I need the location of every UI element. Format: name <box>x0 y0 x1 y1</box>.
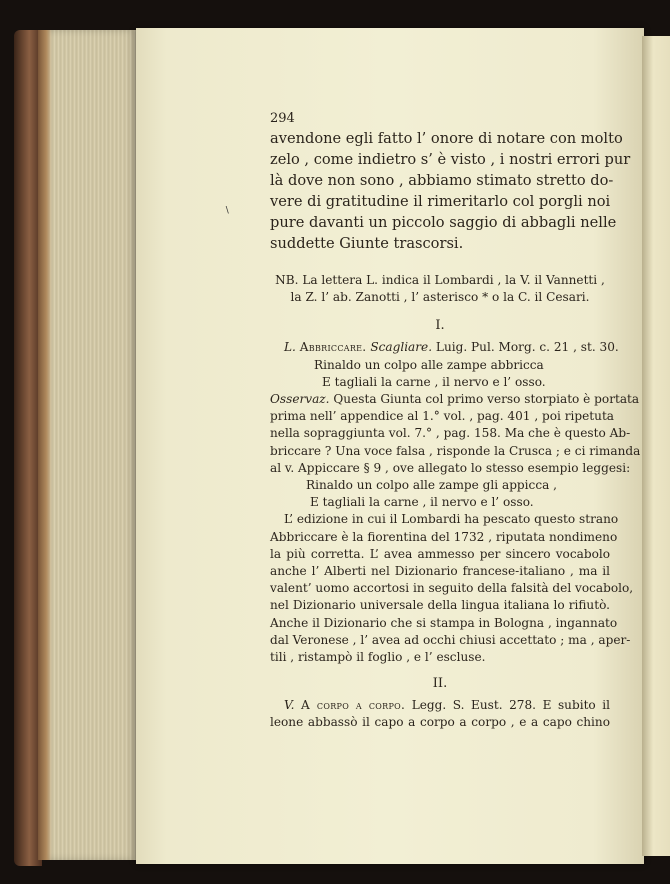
paragraph-line: nel Dizionario universale della lingua italiana lo rifiutò. <box>270 598 610 613</box>
verse-line: E tagliali la carne , il nervo e l’ osso. <box>322 374 546 389</box>
paragraph-line: Anche il Dizionario che si stampa in Bologna , ingannato <box>270 615 618 630</box>
entry-letter: V. <box>284 698 295 713</box>
observation-line: prima nell’ appendice al 1.° vol. , pag. 401 , poi ripetuta <box>270 409 615 424</box>
observation-label: Osservaz. <box>270 392 330 407</box>
paragraph-line: anche l’ Alberti nel Dizionario francese-italiano , ma il <box>270 564 610 579</box>
section-1-entry <box>270 339 641 666</box>
facing-page-edge <box>642 36 670 856</box>
nb-note <box>270 272 610 306</box>
text-line: là dove non sono , abbiamo stimato stretto do- <box>270 172 614 189</box>
paragraph-line: tili , ristampò il foglio , e l’ escluse. <box>270 650 486 665</box>
entry-line <box>270 339 619 356</box>
text-line: zelo , come indietro s’ è visto , i nostri errori pur <box>270 151 631 168</box>
paragraph-line: dal Veronese , l’ avea ad occhi chiusi accettato ; ma , aper- <box>270 632 631 647</box>
page-number: 294 <box>270 111 295 126</box>
paragraph-line: L’ edizione in cui il Lombardi ha pescato questo strano <box>284 512 619 527</box>
observation-line: al v. Appiccare § 9 , ove allegato lo stesso esempio leggesi: <box>270 460 631 475</box>
citation: Luig. Pul. Morg. c. 21 , st. 30. <box>435 340 619 355</box>
headword: A corpo a corpo. <box>301 698 406 713</box>
text-line: pure davanti un piccolo saggio di abbagli nelle <box>270 214 617 231</box>
section-2-entry <box>270 697 610 731</box>
page-edges <box>38 30 138 860</box>
nb-line: NB. La lettera L. indica il Lombardi , la V. il Vannetti , <box>275 273 605 287</box>
nb-line: la Z. l’ ab. Zanotti , l’ asterisco * o la C. il Cesari. <box>290 290 590 305</box>
verse-line: E tagliali la carne , il nervo e l’ osso. <box>310 495 534 510</box>
headword: Abbriccare. <box>299 340 367 355</box>
text-line: avendone egli fatto l’ onore di notare con molto <box>270 130 623 147</box>
entry-line: leone abbassò il capo a corpo a corpo , e a capo chino <box>270 715 610 730</box>
paragraph-line: valent’ uomo accortosi in seguito della falsità del vocabolo, <box>270 581 634 596</box>
observation-line: Osservaz. Questa Giunta col primo verso storpiato è portata <box>270 392 640 407</box>
entry-letter: L. <box>284 340 296 355</box>
observation-line: briccare ? Una voce falsa , risponde la Crusca ; e ci rimanda <box>270 443 641 458</box>
text-line: suddette Giunte trascorsi. <box>270 235 464 252</box>
page-text <box>270 111 641 732</box>
intro-paragraph <box>270 128 631 254</box>
gloss: Scagliare. <box>370 340 433 355</box>
ink-mark: ∖ <box>224 206 230 216</box>
paragraph-line: la più corretta. L’ avea ammesso per sincero vocabolo <box>270 546 610 561</box>
section-numeral: II. <box>432 676 448 692</box>
entry-line: V. A corpo a corpo. Legg. S. Eust. 278. E subito il <box>284 698 610 713</box>
paragraph-line: Abbriccare è la fiorentina del 1732 , riputata nondimeno <box>270 529 618 544</box>
text-line: vere di gratitudine il rimeritarlo col porgli noi <box>270 193 611 210</box>
verse-line: Rinaldo un colpo alle zampe gli appicca , <box>306 478 557 493</box>
verse-line: Rinaldo un colpo alle zampe abbricca <box>314 357 544 372</box>
section-numeral: I. <box>435 318 445 334</box>
observation-line: nella sopraggiunta vol. 7.° , pag. 158. Ma che è questo Ab- <box>270 426 631 441</box>
